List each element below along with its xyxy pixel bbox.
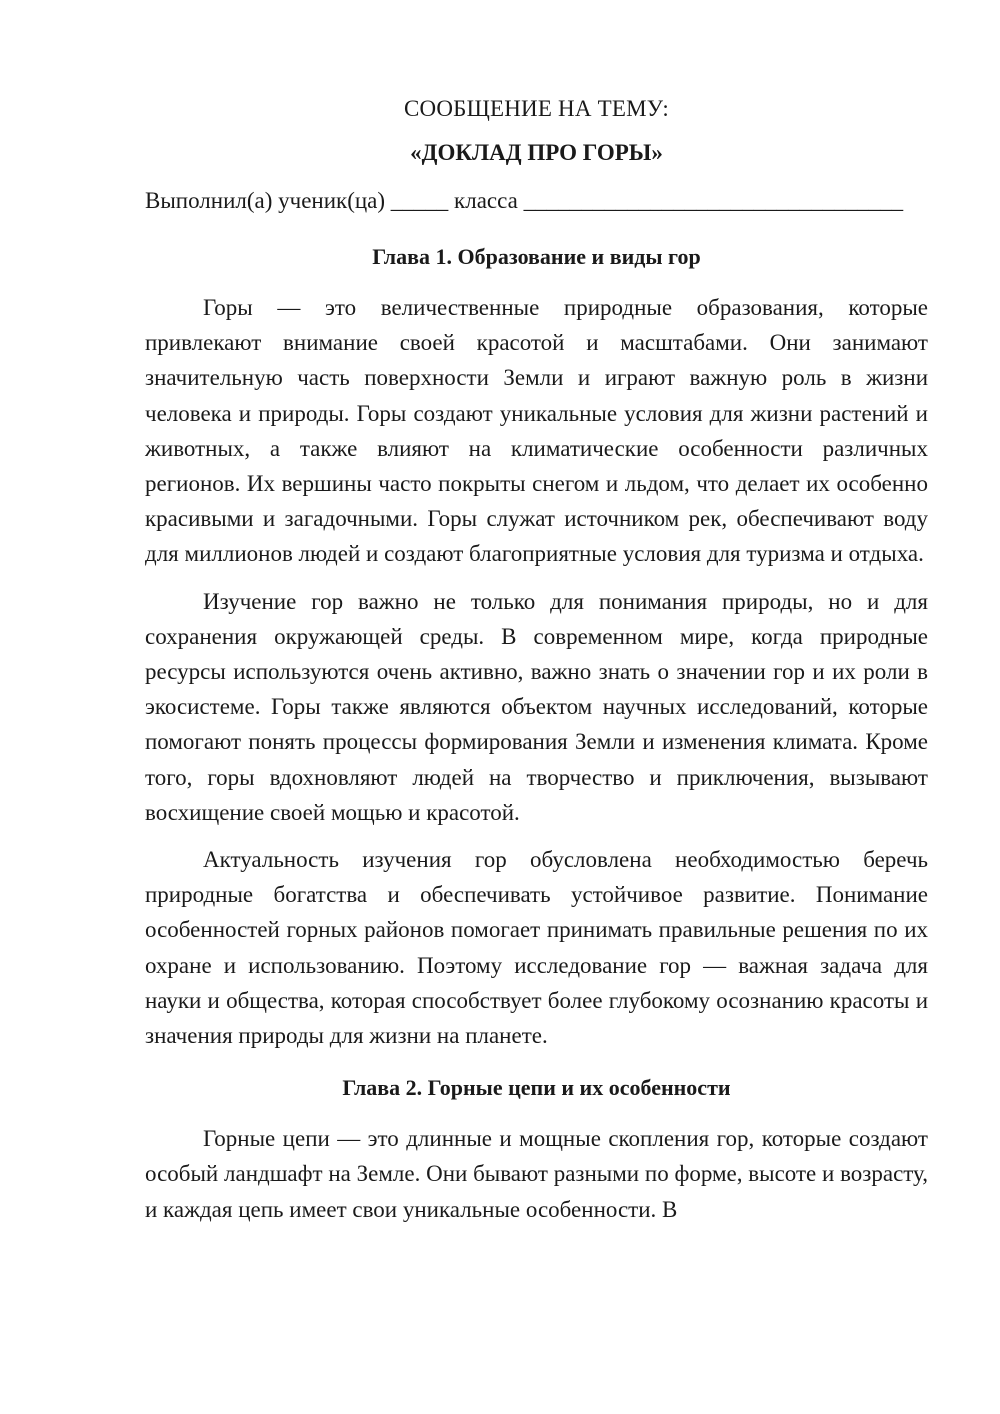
chapter-1-paragraph-3: Актуальность изучения гор обусловлена необходимостью беречь природные богатства и обеспечивать устойчивое развитие. Понимание особенностей горных районов помогает принимать правильные решения по их охране и использованию. Поэтому исследование гор — важная задача для науки и общества, которая способствует более глубокому осознанию красоты и значения природы для жизни на планете. bbox=[145, 847, 928, 1049]
chapter-2-paragraph-1: Горные цепи — это длинные и мощные скопления гор, которые создают особый ландшафт на Земле. Они бывают разными по форме, высоте и возрасту, и каждая цепь имеет свои уникальные особенности. В bbox=[145, 1126, 928, 1222]
document-page bbox=[145, 92, 928, 1227]
chapter-1-paragraph-2: Изучение гор важно не только для понимания природы, но и для сохранения окружающей среды. В современном мире, когда природные ресурсы используются очень активно, важно знать о значении гор и их роли в экосистеме. Горы также являются объектом научных исследований, которые помогают понять процессы формирования Земли и изменения климата. Кроме того, горы вдохновляют людей на творчество и приключения, вызывают восхищение своей мощью и красотой. bbox=[145, 588, 928, 825]
chapter-1-heading: Глава 1. Образование и виды гор bbox=[372, 244, 701, 269]
document-topic: СООБЩЕНИЕ НА ТЕМУ: bbox=[404, 96, 669, 121]
author-line: Выполнил(а) ученик(ца) _____ класса _________________________________ bbox=[145, 188, 904, 213]
chapter-1-paragraph-1: Горы — это величественные природные образования, которые привлекают внимание своей красотой и масштабами. Они занимают значительную часть поверхности Земли и играют важную роль в жизни человека и природы. Горы создают уникальные условия для жизни растений и животных, а также влияют на климатические особенности различных регионов. Их вершины часто покрыты снегом и льдом, что делает их особенно красивыми и загадочными. Горы служат источником рек, обеспечивают воду для миллионов людей и создают благоприятные условия для туризма и отдыха. bbox=[145, 295, 928, 567]
document-title: «ДОКЛАД ПРО ГОРЫ» bbox=[410, 140, 663, 165]
chapter-2-heading: Глава 2. Горные цепи и их особенности bbox=[342, 1075, 731, 1101]
